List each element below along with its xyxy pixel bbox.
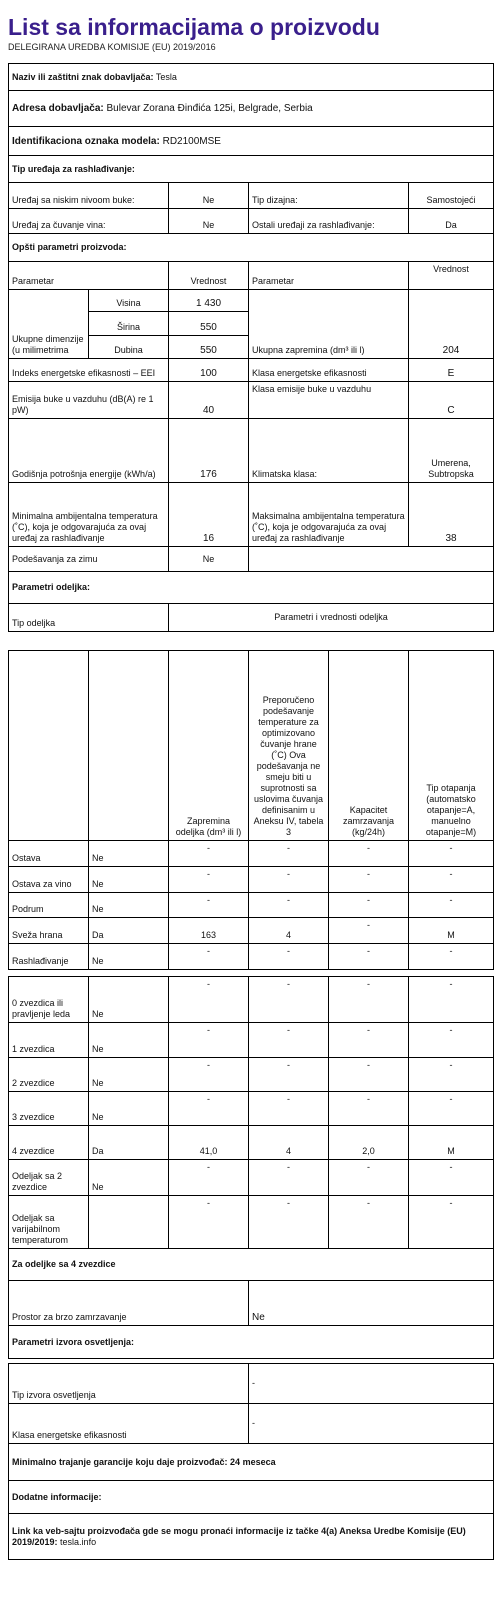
compartment-volume: -: [169, 841, 249, 867]
climate-value: Umerena, Subtropska: [409, 419, 494, 483]
compartment-volume: -: [169, 1160, 249, 1196]
supplier-address-label: Adresa dobavljača:: [12, 103, 104, 114]
compartment-volume: -: [169, 1058, 249, 1092]
compartment-present: Ne: [89, 1023, 169, 1058]
dimensions-label: Ukupne dimenzije (u milimetrima: [9, 290, 89, 359]
model-row: [9, 127, 494, 156]
compartment-defrost: -: [409, 1058, 494, 1092]
appliance-type-heading: Tip uređaja za rashlađivanje:: [9, 156, 494, 183]
compartment-name: 2 zvezdice: [9, 1058, 89, 1092]
compartment-freeze: -: [329, 841, 409, 867]
supplier-address-row: [9, 91, 494, 127]
freezer-table: [8, 976, 494, 1359]
eei-value: 100: [169, 359, 249, 382]
winter-value: Ne: [169, 547, 249, 572]
noise-class-value: C: [409, 382, 494, 419]
compartment-temp: -: [249, 867, 329, 893]
compartment-volume: -: [169, 1092, 249, 1126]
compartment-row: [9, 893, 494, 918]
additional-info: Dodatne informacije:: [9, 1481, 494, 1514]
compartment-present: Ne: [89, 893, 169, 918]
volume-label: Ukupna zapremina (dm³ ili l): [249, 290, 409, 359]
compartment-row: [9, 867, 494, 893]
compartment-present: Da: [89, 918, 169, 944]
light-source-value: -: [249, 1364, 494, 1404]
compartment-freeze: -: [329, 1196, 409, 1249]
compartment-temp: -: [249, 1160, 329, 1196]
compartment-temp: -: [249, 1023, 329, 1058]
other-label: Ostali uređaji za rashlađivanje:: [249, 209, 409, 234]
compartment-present: Ne: [89, 1092, 169, 1126]
compartment-defrost: -: [409, 893, 494, 918]
height-label: Visina: [89, 290, 169, 312]
compartment-row: [9, 1160, 494, 1196]
compartment-freeze: 2,0: [329, 1126, 409, 1160]
col-temp-header: Preporučeno podešavanje temperature za optimizovano čuvanje hrane (˚C) Ova podešavanja ne smeju biti u suprotnosti sa uslovima čuvanja definisanim u Aneksu IV, tabela 3: [249, 651, 329, 841]
compartment-temp: 4: [249, 1126, 329, 1160]
compartment-temp: -: [249, 1092, 329, 1126]
compartment-row: [9, 1023, 494, 1058]
winter-label: Podešavanja za zimu: [9, 547, 169, 572]
compartment-freeze: -: [329, 1160, 409, 1196]
width-value: 550: [169, 312, 249, 336]
climate-label: Klimatska klasa:: [249, 419, 409, 483]
winter-empty: [249, 547, 494, 572]
compartment-row: [9, 918, 494, 944]
compartment-defrost: -: [409, 944, 494, 970]
col-volume-header: Zapremina odeljka (dm³ ili l): [169, 651, 249, 841]
compartment-row: [9, 1196, 494, 1249]
compartment-present: Ne: [89, 1058, 169, 1092]
light-source-label: Tip izvora osvetljenja: [9, 1364, 249, 1404]
compartment-present: Ne: [89, 841, 169, 867]
compartment-volume: -: [169, 1196, 249, 1249]
supplier-name-row: [9, 64, 494, 91]
value-header-2: Vrednost: [409, 262, 494, 290]
compartments-group-2: [9, 977, 494, 1249]
compartment-defrost: -: [409, 841, 494, 867]
compartment-defrost: -: [409, 867, 494, 893]
compartment-freeze: -: [329, 867, 409, 893]
wine-value: Ne: [169, 209, 249, 234]
compartment-defrost: M: [409, 918, 494, 944]
compartment-params-label: Parametri i vrednosti odeljka: [169, 604, 494, 632]
compartment-volume: 163: [169, 918, 249, 944]
compartment-name: 1 zvezdica: [9, 1023, 89, 1058]
light-efficiency-value: -: [249, 1404, 494, 1444]
compartment-name: Rashlađivanje: [9, 944, 89, 970]
compartment-defrost: M: [409, 1126, 494, 1160]
compartment-row: [9, 944, 494, 970]
compartment-temp: -: [249, 893, 329, 918]
general-table: [8, 63, 494, 632]
wine-label: Uređaj za čuvanje vina:: [9, 209, 169, 234]
compartment-defrost: -: [409, 1092, 494, 1126]
compartment-defrost: -: [409, 977, 494, 1023]
compartment-name: Odeljak sa varijabilnom temperaturom: [9, 1196, 89, 1249]
compartment-volume: -: [169, 1023, 249, 1058]
compartment-name: Odeljak sa 2 zvezdice: [9, 1160, 89, 1196]
page-title: List sa informacijama o proizvodu: [8, 14, 380, 40]
page-subtitle: DELEGIRANA UREDBA KOMISIJE (EU) 2019/2016: [8, 42, 216, 52]
compartment-volume: -: [169, 944, 249, 970]
min-temp-value: 16: [169, 483, 249, 547]
compartment-defrost: -: [409, 1196, 494, 1249]
compartment-volume: -: [169, 893, 249, 918]
compartment-volume: 41,0: [169, 1126, 249, 1160]
warranty-text: Minimalno trajanje garancije koju daje proizvođač: 24 meseca: [9, 1444, 494, 1481]
col-freeze-header: Kapacitet zamrzavanja (kg/24h): [329, 651, 409, 841]
compartment-row: [9, 1126, 494, 1160]
compartment-name: 4 zvezdice: [9, 1126, 89, 1160]
compartment-present: Ne: [89, 867, 169, 893]
annual-energy-label: Godišnja potrošnja energije (kWh/a): [9, 419, 169, 483]
four-star-heading: Za odeljke sa 4 zvezdice: [9, 1249, 494, 1281]
eei-label: Indeks energetske efikasnosti – EEI: [9, 359, 169, 382]
compartment-temp: -: [249, 977, 329, 1023]
design-value: Samostojeći: [409, 183, 494, 209]
compartments-table: [8, 650, 494, 970]
compartment-name: 3 zvezdice: [9, 1092, 89, 1126]
manufacturer-link-value[interactable]: tesla.info: [57, 1536, 97, 1547]
lighting-heading: Parametri izvora osvetljenja:: [9, 1326, 494, 1359]
compartment-row: [9, 1058, 494, 1092]
width-label: Širina: [89, 312, 169, 336]
min-temp-label: Minimalna ambijentalna temperatura (˚C), koja je odgovarajuća za ovaj uređaj za rashlađivanje: [9, 483, 169, 547]
compartments-heading: Parametri odeljka:: [9, 572, 494, 604]
compartments-group-1: [9, 841, 494, 970]
manufacturer-link-row: [9, 1514, 494, 1560]
compartment-volume: -: [169, 977, 249, 1023]
efficiency-class-value: E: [409, 359, 494, 382]
lighting-table: [8, 1363, 494, 1560]
compartment-freeze: -: [329, 1023, 409, 1058]
compartments-head-blank-1: [9, 651, 89, 841]
volume-value: 204: [409, 290, 494, 359]
compartment-row: [9, 1092, 494, 1126]
compartment-temp: -: [249, 1196, 329, 1249]
compartment-temp: -: [249, 1058, 329, 1092]
compartment-present: Ne: [89, 977, 169, 1023]
fast-freeze-label: Prostor za brzo zamrzavanje: [9, 1281, 249, 1326]
low-noise-value: Ne: [169, 183, 249, 209]
compartments-head-blank-2: [89, 651, 169, 841]
compartment-row: [9, 977, 494, 1023]
param-header-2: Parametar: [249, 262, 409, 290]
depth-value: 550: [169, 336, 249, 359]
max-temp-value: 38: [409, 483, 494, 547]
compartment-defrost: -: [409, 1160, 494, 1196]
compartment-present: Ne: [89, 1160, 169, 1196]
supplier-address-value: Bulevar Zorana Đinđića 125i, Belgrade, Serbia: [103, 103, 313, 114]
compartment-temp: -: [249, 944, 329, 970]
compartment-freeze: -: [329, 918, 409, 944]
compartment-type-label: Tip odeljka: [9, 604, 169, 632]
compartment-temp: -: [249, 841, 329, 867]
compartment-name: Podrum: [9, 893, 89, 918]
compartment-name: Sveža hrana: [9, 918, 89, 944]
supplier-name-value: Tesla: [153, 71, 177, 82]
compartment-defrost: -: [409, 1023, 494, 1058]
other-value: Da: [409, 209, 494, 234]
height-value: 1 430: [169, 290, 249, 312]
compartment-row: [9, 841, 494, 867]
compartment-name: 0 zvezdica ili pravljenje leda: [9, 977, 89, 1023]
design-label: Tip dizajna:: [249, 183, 409, 209]
col-defrost-header: Tip otapanja (automatsko otapanje=A, manuelno otapanje=M): [409, 651, 494, 841]
compartment-present: Da: [89, 1126, 169, 1160]
manufacturer-link-text: Link ka veb-sajtu proizvođača gde se mogu pronaći informacije iz tačke 4(a) Aneksa Uredbe Komisije (EU) 2019/2019:: [12, 1525, 466, 1547]
compartment-temp: 4: [249, 918, 329, 944]
light-efficiency-label: Klasa energetske efikasnosti: [9, 1404, 249, 1444]
model-label: Identifikaciona oznaka modela:: [12, 135, 160, 147]
annual-energy-value: 176: [169, 419, 249, 483]
model-value: RD2100MSE: [159, 135, 221, 147]
compartment-name: Ostava za vino: [9, 867, 89, 893]
noise-label: Emisija buke u vazduhu (dB(A) re 1 pW): [9, 382, 169, 419]
compartment-freeze: -: [329, 1092, 409, 1126]
compartment-freeze: -: [329, 893, 409, 918]
compartment-present: [89, 1196, 169, 1249]
value-header: Vrednost: [169, 262, 249, 290]
compartment-freeze: -: [329, 1058, 409, 1092]
depth-label: Dubina: [89, 336, 169, 359]
noise-value: 40: [169, 382, 249, 419]
noise-class-label: Klasa emisije buke u vazduhu: [249, 382, 409, 419]
efficiency-class-label: Klasa energetske efikasnosti: [249, 359, 409, 382]
param-header: Parametar: [9, 262, 169, 290]
compartment-present: Ne: [89, 944, 169, 970]
compartment-volume: -: [169, 867, 249, 893]
low-noise-label: Uređaj sa niskim nivoom buke:: [9, 183, 169, 209]
max-temp-label: Maksimalna ambijentalna temperatura (˚C), koja je odgovarajuća za ovaj uređaj za rashlađivanje: [249, 483, 409, 547]
fast-freeze-value: Ne: [249, 1281, 494, 1326]
general-heading: Opšti parametri proizvoda:: [9, 234, 494, 262]
compartment-freeze: -: [329, 977, 409, 1023]
supplier-name-label: Naziv ili zaštitni znak dobavljača:: [12, 71, 154, 82]
compartment-freeze: -: [329, 944, 409, 970]
compartment-name: Ostava: [9, 841, 89, 867]
